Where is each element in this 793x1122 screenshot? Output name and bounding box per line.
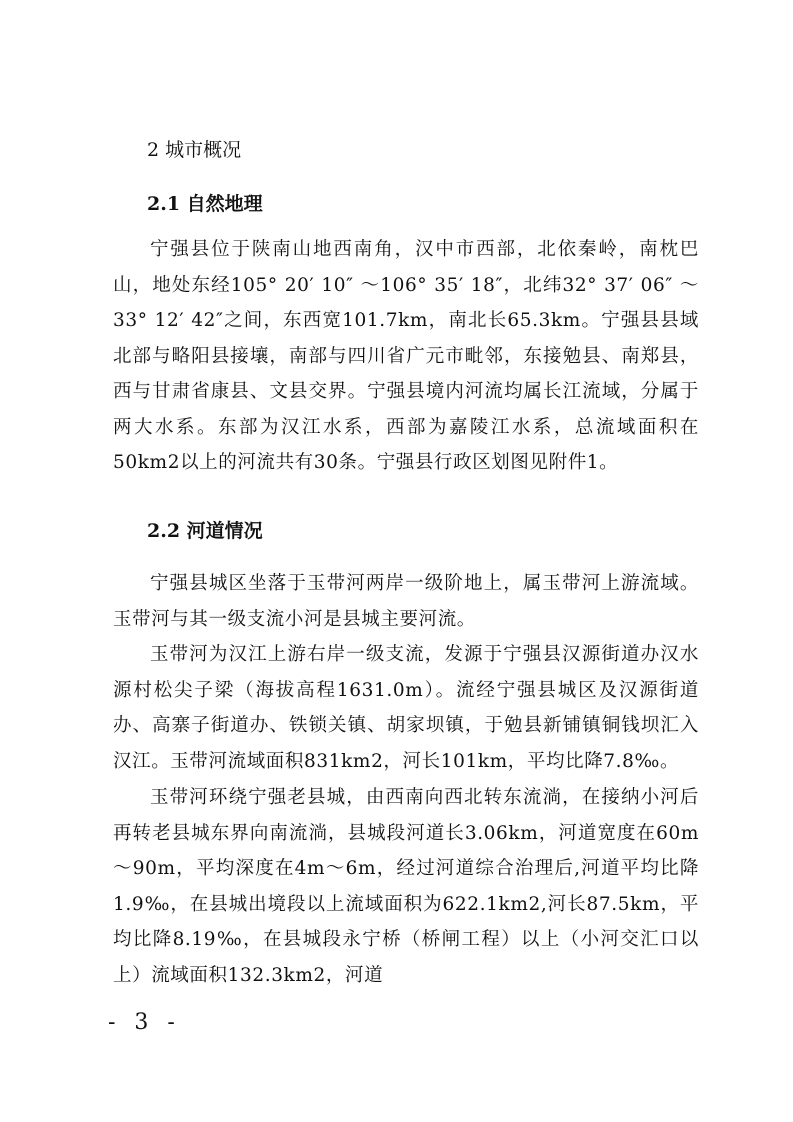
section-title: 2 城市概况 xyxy=(147,139,242,161)
page-number: - 3 - xyxy=(108,1010,181,1035)
subsection-heading-natural-geography: 2.1 自然地理 xyxy=(147,193,263,215)
paragraph-yudai-river-source: 玉带河为汉江上游右岸一级支流，发源于宁强县汉源街道办汉水源村松尖子梁（海拔高程1631.0m）。流经宁强县城区及汉源街道办、高寨子街道办、铁锁关镇、胡家坝镇，于勉县新铺镇铜钱坝汇入汉江。玉带河流域面积831km2，河长101km，平均比降7.8‰。 xyxy=(113,644,699,772)
paragraph-county-rivers: 宁强县城区坐落于玉带河两岸一级阶地上，属玉带河上游流域。玉带河与其一级支流小河是县城主要河流。 xyxy=(113,573,699,630)
paragraph-yudai-river-course: 玉带河环绕宁强老县城，由西南向西北转东流淌，在接纳小河后再转老县城东界向南流淌，县城段河道长3.06km，河道宽度在60m～90m，平均深度在4m～6m，经过河道综合治理后,河道平均比降1.9‰，在县城出境段以上流域面积为622.1km2,河长87.5km，平均比降8.19‰，在县城段永宁桥（桥闸工程）以上（小河交汇口以上）流域面积132.3km2，河道 xyxy=(113,787,699,986)
subsection-heading-river-conditions: 2.2 河道情况 xyxy=(147,520,263,542)
paragraph-natural-geography: 宁强县位于陕南山地西南角，汉中市西部，北依秦岭，南枕巴山，地处东经105° 20′ 10″ ～106° 35′ 18″，北纬32° 37′ 06″ ～33° 12′ 42″之间，东西宽101.7km，南北长65.3km。宁强县县域北部与略阳县接壤，南部与四川省广元市毗邻，东接勉县、南郑县，西与甘肃省康县、文县交界。宁强县境内河流均属长江流域，分属于两大水系。东部为汉江水系，西部为嘉陵江水系，总流域面积在50km2以上的河流共有30条。宁强县行政区划图见附件1。 xyxy=(113,239,699,473)
